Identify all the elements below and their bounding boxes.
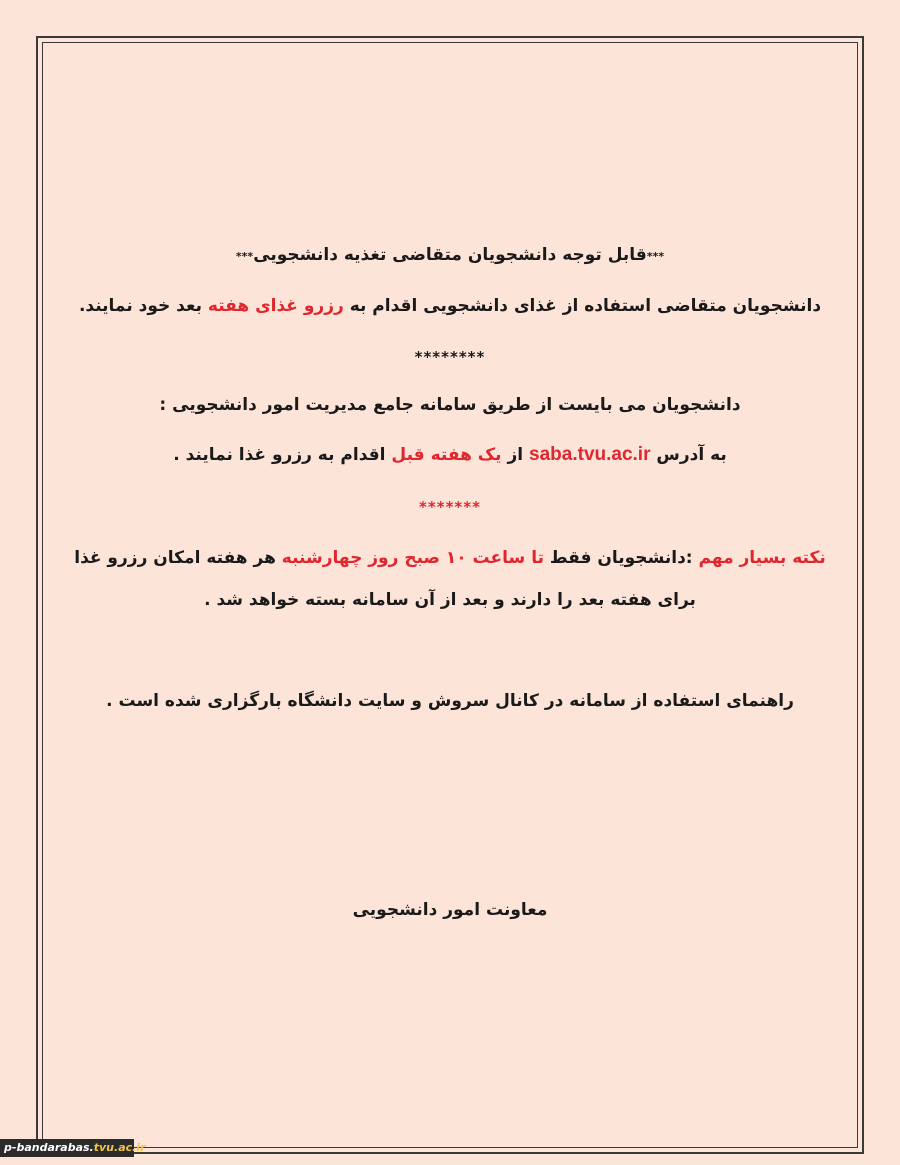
separator-stars-2: ******* bbox=[419, 498, 481, 516]
line4-text-end: هر هفته امکان رزرو غذا bbox=[74, 548, 282, 568]
signature: معاونت امور دانشجویی bbox=[352, 900, 548, 920]
line1-highlight: رزرو غذای هفته bbox=[207, 296, 344, 316]
notice-line-3 bbox=[40, 444, 860, 466]
heading-stars-left: *** bbox=[235, 250, 254, 263]
line3-highlight: یک هفته قبل bbox=[391, 445, 502, 465]
system-url-link[interactable]: saba.tvu.ac.ir bbox=[529, 444, 651, 465]
line3-text-start: به آدرس bbox=[650, 445, 727, 465]
notice-line-5: برای هفته بعد را دارند و بعد از آن سامانه بسته خواهد شد . bbox=[204, 590, 696, 610]
heading-stars-right: *** bbox=[646, 250, 665, 263]
important-note-label: نکته بسیار مهم bbox=[698, 548, 826, 568]
notice-line-4 bbox=[40, 548, 860, 568]
watermark-accent: tvu.ac.ir bbox=[93, 1141, 146, 1154]
deadline-highlight: تا ساعت ۱۰ صبح روز چهارشنبه bbox=[281, 548, 544, 568]
site-watermark bbox=[0, 1139, 146, 1157]
notice-line-2: دانشجویان می بایست از طریق سامانه جامع مدیریت امور دانشجویی : bbox=[159, 395, 741, 415]
line1-text-start: دانشجویان متقاضی استفاده از غذای دانشجویی اقدام به bbox=[343, 296, 822, 316]
watermark-prefix: p-bandarabas. bbox=[4, 1141, 94, 1154]
line4-text-start: :دانشجویان فقط bbox=[543, 548, 699, 568]
notice-line-1 bbox=[40, 296, 860, 316]
notice-line-6: راهنمای استفاده از سامانه در کانال سروش و سایت دانشگاه بارگزاری شده است . bbox=[106, 691, 794, 711]
notice-heading bbox=[40, 245, 860, 265]
heading-text: قابل توجه دانشجویان متقاضی تغذیه دانشجویی bbox=[253, 245, 647, 265]
separator-stars-1: ******** bbox=[414, 348, 486, 366]
line3-text-end: اقدام به رزرو غذا نمایند . bbox=[173, 445, 392, 465]
line3-text-mid: از bbox=[501, 445, 530, 465]
line1-text-end: بعد خود نمایند. bbox=[78, 296, 208, 316]
